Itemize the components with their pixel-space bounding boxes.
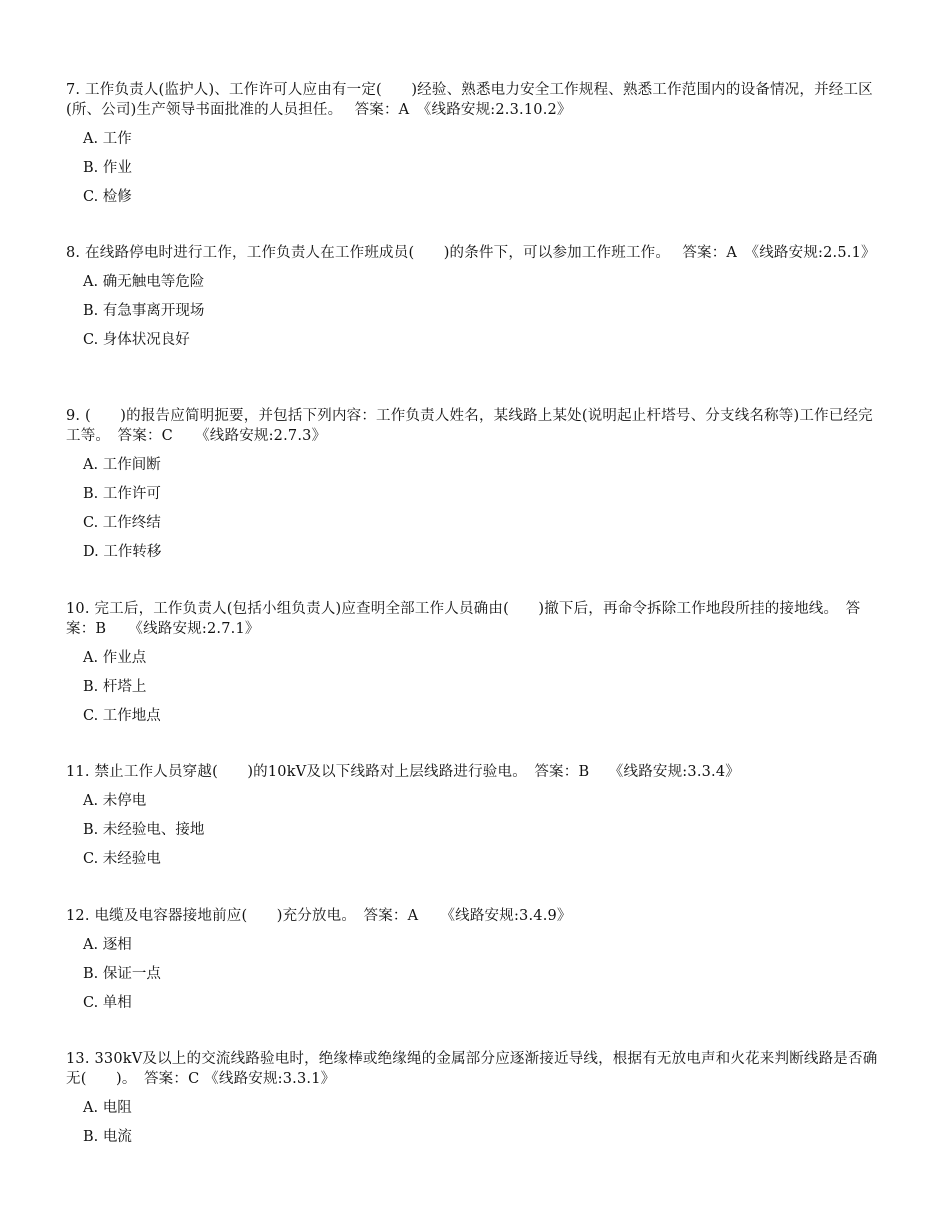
- option-list: [66, 272, 886, 359]
- option-b: B. 保证一点: [83, 966, 161, 982]
- option-a: A. 作业点: [83, 650, 147, 666]
- option-b: B. 工作许可: [83, 486, 161, 502]
- option-list: [66, 1098, 886, 1156]
- option-list: [66, 791, 886, 878]
- option-c: C. 工作地点: [83, 708, 161, 724]
- question-stem: 12. 电缆及电容器接地前应( )充分放电。 答案：A 《线路安规:3.4.9》: [66, 908, 572, 924]
- option-c: C. 未经验电: [83, 851, 161, 867]
- option-list: [66, 648, 886, 735]
- question-stem: 10. 完工后，工作负责人(包括小组负责人)应查明全部工作人员确由( )撤下后，再命令拆除工作地段所挂的接地线。 答案：B 《线路安规:2.7.1》: [66, 601, 861, 637]
- option-a: A. 工作间断: [83, 457, 161, 473]
- question-7: [66, 80, 886, 216]
- question-stem: 13. 330kV及以上的交流线路验电时，绝缘棒或绝缘绳的金属部分应逐渐接近导线，根据有无放电声和火花来判断线路是否确无( )。 答案：C 《线路安规:3.3.1》: [66, 1051, 878, 1087]
- option-b: B. 未经验电、接地: [83, 822, 205, 838]
- question-stem: 11. 禁止工作人员穿越( )的10kV及以下线路对上层线路进行验电。 答案：B 《线路安规:3.3.4》: [66, 764, 740, 780]
- option-d: D. 工作转移: [83, 544, 162, 560]
- option-b: B. 作业: [83, 160, 132, 176]
- option-a: A. 工作: [83, 131, 132, 147]
- option-list: [66, 129, 886, 216]
- question-9: [66, 406, 886, 571]
- option-b: B. 杆塔上: [83, 679, 147, 695]
- question-8: [66, 243, 886, 359]
- option-a: A. 确无触电等危险: [83, 274, 205, 290]
- question-stem: 8. 在线路停电时进行工作，工作负责人在工作班成员( )的条件下，可以参加工作班工作。 答案：A 《线路安规:2.5.1》: [66, 245, 876, 261]
- option-a: A. 电阻: [83, 1100, 132, 1116]
- option-a: A. 未停电: [83, 793, 147, 809]
- option-b: B. 有急事离开现场: [83, 303, 205, 319]
- option-c: C. 单相: [83, 995, 132, 1011]
- question-stem: 7. 工作负责人(监护人)、工作许可人应由有一定( )经验、熟悉电力安全工作规程、熟悉工作范围内的设备情况，并经工区(所、公司)生产领导书面批准的人员担任。 答案：A 《线路安规:2.3.10.2》: [66, 82, 873, 118]
- question-13: [66, 1049, 886, 1156]
- question-12: [66, 906, 886, 1022]
- option-a: A. 逐相: [83, 937, 132, 953]
- question-11: [66, 762, 886, 878]
- option-list: [66, 455, 886, 571]
- option-c: C. 检修: [83, 189, 132, 205]
- option-c: C. 工作终结: [83, 515, 161, 531]
- option-list: [66, 935, 886, 1022]
- question-stem: 9. ( )的报告应简明扼要，并包括下列内容：工作负责人姓名，某线路上某处(说明起止杆塔号、分支线名称等)工作已经完工等。 答案：C 《线路安规:2.7.3》: [66, 408, 873, 444]
- option-c: C. 身体状况良好: [83, 332, 190, 348]
- option-b: B. 电流: [83, 1129, 132, 1145]
- question-10: [66, 599, 886, 735]
